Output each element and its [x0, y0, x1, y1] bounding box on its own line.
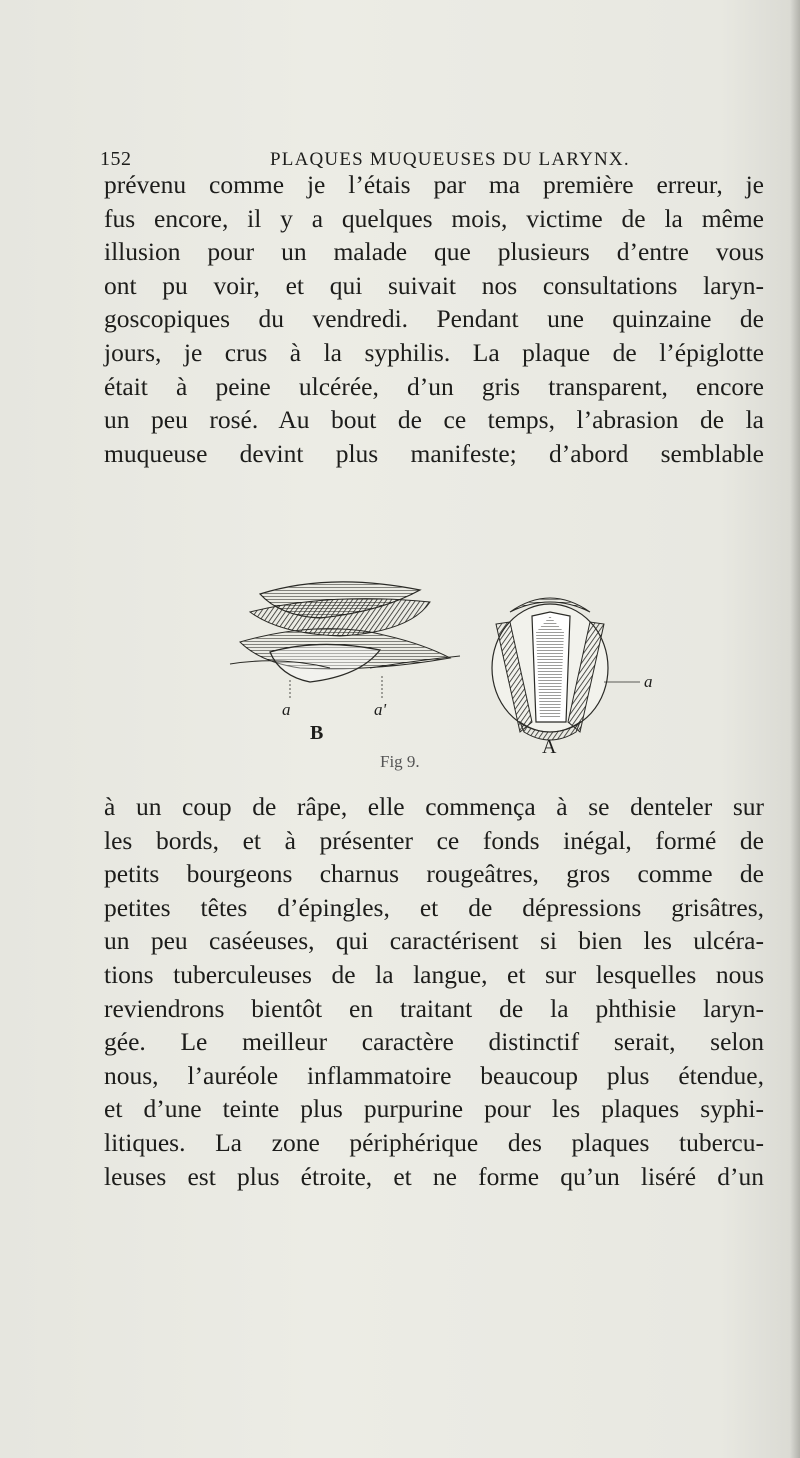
- text-line: goscopiques du vendredi. Pendant une quinzaine de: [104, 304, 764, 334]
- text-line: gée. Le meilleur caractère distinctif serait, selon: [104, 1027, 764, 1057]
- text-line: et d’une teinte plus purpurine pour les plaques syphi-: [104, 1094, 764, 1124]
- figure-mark-a-prime: a': [374, 700, 387, 719]
- text-line: reviendrons bientôt en traitant de la phthisie laryn-: [104, 993, 764, 1023]
- text-line: les bords, et à présenter ce fonds inégal, formé de: [104, 825, 764, 855]
- figure-mark-a: a: [282, 700, 291, 719]
- text-line: un peu rosé. Au bout de ce temps, l’abrasion de la: [104, 405, 764, 435]
- page-number: 152: [100, 148, 132, 170]
- figure-label-a: A: [542, 736, 557, 758]
- figure-9: [220, 572, 690, 782]
- text-line: litiques. La zone périphérique des plaques tubercu-: [104, 1127, 764, 1157]
- text-line: nous, l’auréole inflammatoire beaucoup plus étendue,: [104, 1060, 764, 1090]
- text-line: à un coup de râpe, elle commença à se denteler sur: [104, 792, 764, 821]
- paragraph-before-figure: [104, 168, 764, 470]
- text-line: un peu caséeuses, qui caractérisent si bien les ulcéra-: [104, 926, 764, 956]
- text-line: tions tuberculeuses de la langue, et sur lesquelles nous: [104, 959, 764, 989]
- text-line: petites têtes d’épingles, et de dépressions grisâtres,: [104, 892, 764, 922]
- text-line: muqueuse devint plus manifeste; d’abord semblable: [104, 438, 764, 468]
- paragraph-after-figure: [104, 790, 764, 1193]
- figure-a-mark: a: [644, 672, 653, 691]
- page-edge-shadow: [790, 0, 800, 1458]
- figure-a-drawing: [492, 598, 640, 740]
- text-line: petits bourgeons charnus rougeâtres, gros comme de: [104, 859, 764, 889]
- text-line: jours, je crus à la syphilis. La plaque de l’épiglotte: [104, 337, 764, 367]
- figure-caption: Fig 9.: [380, 752, 420, 771]
- running-title: PLAQUES MUQUEUSES DU LARYNX.: [270, 149, 630, 170]
- figure-b-drawing: [230, 582, 460, 698]
- text-line: était à peine ulcérée, d’un gris transparent, encore: [104, 371, 764, 401]
- text-line: illusion pour un malade que plusieurs d’entre vous: [104, 237, 764, 267]
- text-line: fus encore, il y a quelques mois, victime de la même: [104, 203, 764, 233]
- text-line: ont pu voir, et qui suivait nos consultations laryn-: [104, 270, 764, 300]
- figure-label-b: B: [310, 722, 324, 744]
- text-line: leuses est plus étroite, et ne forme qu’un liséré d’un: [104, 1161, 764, 1191]
- larynx-engraving: [220, 572, 690, 782]
- text-line: prévenu comme je l’étais par ma première erreur, je: [104, 170, 764, 199]
